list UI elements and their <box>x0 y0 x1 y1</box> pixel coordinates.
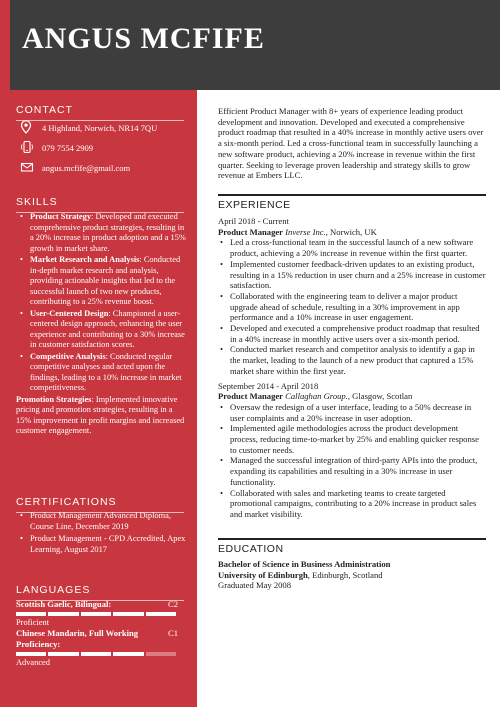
experience-title: EXPERIENCE <box>218 199 291 211</box>
job-bullet: • Oversaw the redesign of a user interface, leading to a 50% decrease in user complaints and a 20% increase in user adoption. <box>218 402 486 423</box>
proficiency-segment <box>48 652 78 656</box>
job-role: Product Manager <box>218 391 283 402</box>
contact-email <box>16 160 191 176</box>
proficiency-segment <box>146 652 176 656</box>
job-location: , Norwich, UK <box>325 226 377 237</box>
language-name: Chinese Mandarin, Full Working Proficiency: <box>16 628 139 649</box>
email-icon <box>20 160 34 176</box>
job-bullet: • Conducted market research and competitor analysis to identify a gap in the market, leading to the launch of a new product that captured a 15% market share within the first year. <box>218 344 486 376</box>
job-title <box>218 227 486 238</box>
skill-item <box>16 352 186 394</box>
job-role: Product Manager <box>218 226 283 237</box>
degree: Bachelor of Science in Business Administration <box>218 559 391 569</box>
skills-section-header <box>16 196 184 213</box>
skill-item <box>16 212 186 254</box>
graduation-date: Graduated May 2008 <box>218 580 292 591</box>
job-dates: September 2014 - April 2018 <box>218 380 319 391</box>
job-entry <box>218 216 486 377</box>
contact-email-text: angus.mcfife@gmail.com <box>42 163 131 173</box>
skill-name: Competitive Analysis <box>30 351 106 361</box>
job-dates: April 2018 - Current <box>218 216 289 226</box>
job-bullet: • Led a cross-functional team in the successful launch of a new software product, achieving a 20% increase in revenue within the first quarter. <box>218 237 486 258</box>
proficiency-segment <box>113 612 143 616</box>
job-bullet: • Managed the successful integration of third-party APIs into the product, expanding its capabilities and resulting in a 30% increase in user functionality. <box>218 455 486 487</box>
job-entry <box>218 381 486 520</box>
language-item <box>16 628 184 668</box>
language-name: Scottish Gaelic, Bilingual: <box>16 599 112 609</box>
job-location: , Glasgow, Scotlan <box>347 391 413 402</box>
skill-name: Product Strategy <box>30 212 92 221</box>
job-company: Inverse Inc. <box>285 226 326 237</box>
education-title: EDUCATION <box>218 543 284 555</box>
languages-title: LANGUAGES <box>16 584 91 596</box>
contact-title: CONTACT <box>16 104 73 116</box>
skill-desc: : Championed a user-centered design approach, enhancing the user experience and contributing to a 30% increase in customer satisfaction scores. <box>30 308 185 349</box>
job-company: Callaghan Group. <box>285 391 348 402</box>
location-pin-icon <box>20 120 34 136</box>
job-bullet: • Implemented customer feedback-driven updates to an existing product, resulting in a 15% reduction in user churn and a 25% increase in customer satisfaction. <box>218 259 486 291</box>
language-item <box>16 599 184 628</box>
certifications-list <box>16 511 186 557</box>
certification-item: • Product Management Advanced Diploma, Course Line, December 2019 <box>16 511 186 532</box>
proficiency-segment <box>16 652 46 656</box>
skill-desc: : Conducted in-depth market research and analysis, providing actionable insights that led to the successful launch of two new products, contributing to a 25% revenue boost. <box>30 255 181 306</box>
language-level: C2 <box>167 599 178 609</box>
skill-name: User-Centered Design <box>30 308 109 318</box>
section-divider <box>218 194 486 196</box>
job-bullet: • Implemented agile methodologies across the product development process, reducing time-to-market by 25% and enabling quicker response to customer needs. <box>218 423 486 455</box>
experience-section <box>218 216 486 524</box>
skill-desc: : Conducted regular competitive analyses and acted upon the findings, leading to a 10% increase in market competitiveness. <box>30 351 182 392</box>
section-divider <box>218 538 486 540</box>
proficiency-segment <box>81 612 111 616</box>
header-banner <box>0 0 500 90</box>
contact-phone-text: 079 7554 2909 <box>42 143 93 153</box>
language-level: C1 <box>167 628 178 638</box>
contact-address-text: 4 Highland, Norwich, NR14 7QU <box>42 123 158 133</box>
language-proficiency-bar <box>16 652 176 656</box>
proficiency-segment <box>48 612 78 616</box>
contact-section-header <box>16 104 184 121</box>
skill-desc: : Developed and executed comprehensive product strategies, resulting in a 20% increase in product adoption and a 15% growth in market share. <box>30 212 186 253</box>
proficiency-segment <box>81 652 111 656</box>
sidebar <box>0 90 197 707</box>
education-section <box>218 559 486 591</box>
skills-title: SKILLS <box>16 196 58 208</box>
skill-name: Promotion Strategies <box>16 394 92 404</box>
job-title <box>218 391 486 402</box>
header-accent-strip <box>0 0 10 90</box>
skill-item <box>16 309 186 351</box>
job-bullet: • Developed and executed a comprehensive product roadmap that resulted in a 40% increase in monthly active users over a six-month period. <box>218 323 486 344</box>
language-proficiency: Proficient <box>16 618 50 627</box>
contact-phone <box>16 140 191 156</box>
school-location: , Edinburgh, Scotland <box>307 569 383 580</box>
proficiency-segment <box>16 612 46 616</box>
job-bullet: • Collaborated with the engineering team to deliver a major product upgrade ahead of schedule, resulting in a 30% improvement in app performance and a 10% increase in user engagement. <box>218 291 486 323</box>
language-proficiency-bar <box>16 612 176 616</box>
proficiency-segment <box>146 612 176 616</box>
school: University of Edinburgh <box>218 569 308 580</box>
certifications-title: CERTIFICATIONS <box>16 496 117 508</box>
candidate-name: ANGUS MCFIFE <box>22 22 265 55</box>
job-bullet: • Collaborated with sales and marketing teams to create targeted promotional campaigns, contributing to a 20% increase in product sales and market visibility. <box>218 488 486 520</box>
contact-address <box>16 120 191 136</box>
professional-summary: Efficient Product Manager with 8+ years of experience leading product development and innovation. Developed and executed a comprehensive product roadmap that resulted in a 40% increase in monthly active users over a six-month period. Led a cross-functional team in successfully launching a new software product, achieving a 20% increase in revenue within the first quarter. Seeking to leverage proven leadership and strategy skills to grow revenue at Embers LLC. <box>218 106 484 181</box>
skill-item-extra <box>16 395 186 437</box>
phone-icon <box>20 140 34 156</box>
skill-desc: : Implemented innovative pricing and promotion strategies, resulting in a 15% improvement in profit margins and increased customer engagement. <box>16 394 185 435</box>
skills-list <box>16 212 186 437</box>
skill-name: Market Research and Analysis <box>30 255 140 264</box>
certification-item: • Product Management - CPD Accredited, Apex Learning, August 2017 <box>16 534 186 555</box>
skill-item <box>16 255 186 308</box>
proficiency-segment <box>113 652 143 656</box>
language-proficiency: Advanced <box>16 658 50 667</box>
